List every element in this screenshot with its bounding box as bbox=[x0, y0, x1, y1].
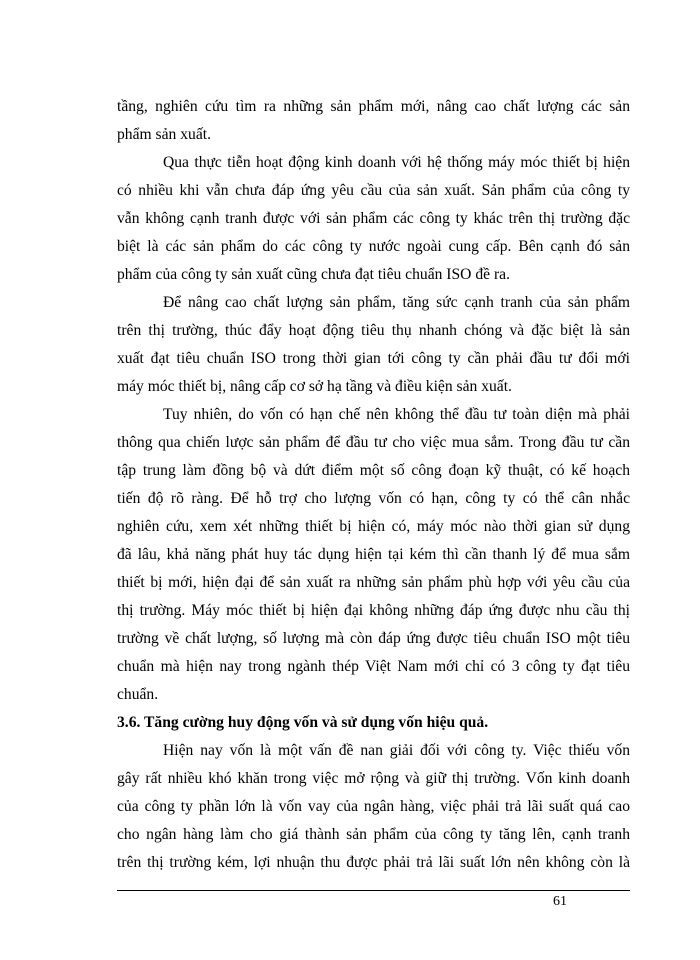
body-text-line: phẩm của công ty sản xuất cũng chưa đạt tiêu chuẩn ISO đề ra. bbox=[117, 266, 510, 283]
body-text-line: của công ty phần lớn là vốn vay của ngân hàng, việc phải trả lãi suất quá cao bbox=[117, 798, 630, 815]
body-text-line: thị trường. Máy móc thiết bị hiện đại không những đáp ứng được nhu cầu thị bbox=[117, 602, 630, 619]
body-text-line: cho ngân hàng làm cho giá thành sản phẩm của công ty tăng lên, cạnh tranh bbox=[117, 826, 630, 843]
body-text-line: tập trung làm đồng bộ và dứt điểm một số công đoạn kỹ thuật, có kế hoạch bbox=[117, 462, 630, 479]
paragraph-first-line: Qua thực tiễn hoạt động kinh doanh với hệ thống máy móc thiết bị hiện bbox=[163, 154, 630, 171]
paragraph-first-line: Để nâng cao chất lượng sản phẩm, tăng sức cạnh tranh của sản phẩm bbox=[163, 294, 630, 311]
section-heading: 3.6. Tăng cường huy động vốn và sử dụng vốn hiệu quả. bbox=[117, 714, 489, 731]
body-text-line: chuẩn. bbox=[117, 686, 159, 703]
body-text-line: biệt là các sản phẩm do các công ty nước ngoài cung cấp. Bên cạnh đó sản bbox=[117, 238, 630, 255]
body-text-line: vẫn không cạnh tranh được với sản phẩm các công ty khác trên thị trường đặc bbox=[117, 210, 630, 227]
body-text-line: tiến độ rõ ràng. Để hỗ trợ cho lượng vốn có hạn, công ty có thể cân nhắc bbox=[117, 490, 630, 507]
body-text-line: trường về chất lượng, số lượng mà còn đáp ứng được tiêu chuẩn ISO một tiêu bbox=[117, 630, 630, 647]
body-text-line: thông qua chiến lược sản phẩm để đầu tư cho việc mua sắm. Trong đầu tư cần bbox=[117, 434, 630, 451]
body-text-line: máy móc thiết bị, nâng cấp cơ sở hạ tầng và điều kiện sản xuất. bbox=[117, 378, 512, 395]
page-number: 61 bbox=[553, 894, 567, 909]
body-text-line: trên thị trường, thúc đẩy hoạt động tiêu thụ nhanh chóng và đặc biệt là sản bbox=[117, 322, 630, 339]
body-text-line: thiết bị mới, hiện đại để sản xuất ra những sản phẩm phù hợp với yêu cầu của bbox=[117, 574, 630, 591]
body-text-line: trên thị trường kém, lợi nhuận thu được phải trả lãi suất lớn nên không còn là bbox=[117, 854, 630, 871]
footer-divider bbox=[117, 890, 630, 891]
body-text-line: phẩm sản xuất. bbox=[117, 126, 211, 143]
body-text-line: có nhiều khi vẫn chưa đáp ứng yêu cầu của sản xuất. Sản phẩm của công ty bbox=[117, 182, 630, 199]
body-text-line: nghiên cứu, xem xét những thiết bị hiện có, máy móc nào thời gian sử dụng bbox=[117, 518, 630, 535]
body-text-line: xuất đạt tiêu chuẩn ISO trong thời gian tới công ty cần phải đầu tư đổi mới bbox=[117, 350, 630, 367]
paragraph-first-line: Hiện nay vốn là một vấn đề nan giải đối với công ty. Việc thiếu vốn bbox=[163, 742, 630, 759]
paragraph-first-line: Tuy nhiên, do vốn có hạn chế nên không thể đầu tư toàn diện mà phải bbox=[163, 406, 630, 423]
body-text-line: gây rất nhiều khó khăn trong việc mở rộng và giữ thị trường. Vốn kinh doanh bbox=[117, 770, 630, 787]
body-text-line: chuẩn mà hiện nay trong ngành thép Việt Nam mới chỉ có 3 công ty đạt tiêu bbox=[117, 658, 630, 675]
body-text-line: tầng, nghiên cứu tìm ra những sản phẩm mới, nâng cao chất lượng các sản bbox=[117, 98, 630, 115]
body-text-line: đã lâu, khả năng phát huy tác dụng hiện tại kém thì cần thanh lý để mua sắm bbox=[117, 546, 630, 563]
